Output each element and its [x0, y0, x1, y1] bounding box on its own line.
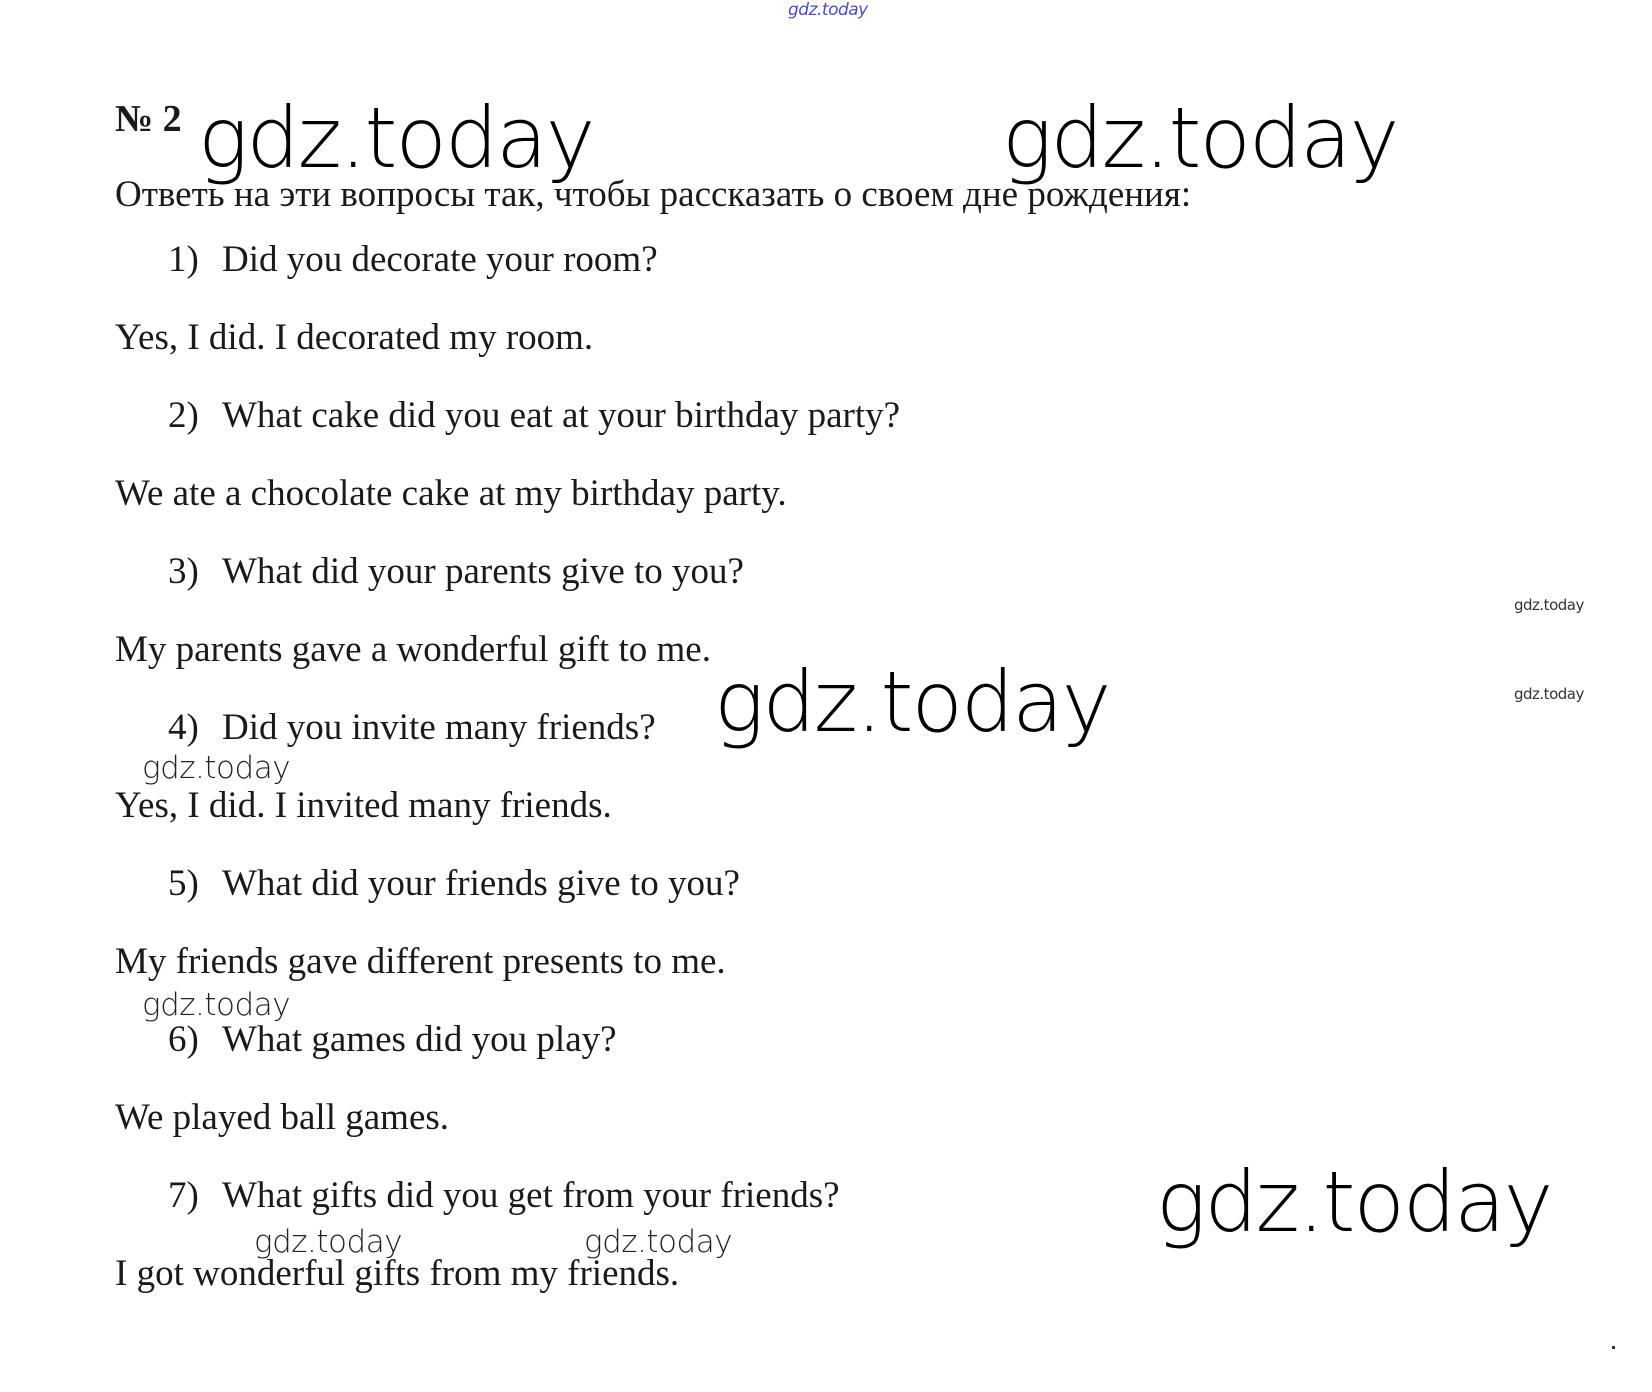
question-text: What did your friends give to you?	[222, 863, 740, 904]
question-2	[168, 394, 900, 438]
watermark-medium-1: gdz.today	[142, 750, 291, 786]
answer-7: I got wonderful gifts from my friends.	[115, 1253, 680, 1294]
answer-1: Yes, I did. I decorated my room.	[115, 317, 594, 358]
watermark-large-4: gdz.today	[1156, 1153, 1552, 1251]
question-text: What cake did you eat at your birthday party?	[222, 395, 901, 436]
question-3	[168, 550, 744, 594]
watermark-large-3: gdz.today	[714, 653, 1110, 751]
exercise-instruction: Ответь на эти вопросы так, чтобы рассказать о своем дне рождения:	[115, 174, 1192, 215]
watermark-medium-4: gdz.today	[584, 1224, 733, 1260]
question-text: What gifts did you get from your friends?	[222, 1175, 840, 1216]
watermark-large-1: gdz.today	[198, 89, 594, 187]
question-text: What did your parents give to you?	[222, 551, 744, 592]
question-number: 4)	[168, 707, 199, 748]
question-number: 7)	[168, 1175, 199, 1216]
answer-2: We ate a chocolate cake at my birthday party.	[115, 473, 787, 514]
question-number: 2)	[168, 395, 199, 436]
watermark-small-2: gdz.today	[1514, 685, 1584, 703]
question-text: Did you decorate your room?	[222, 239, 658, 280]
question-4	[168, 706, 656, 750]
question-number: 1)	[168, 239, 199, 280]
stray-dot	[1612, 1346, 1615, 1349]
watermark-medium-3: gdz.today	[254, 1224, 403, 1260]
watermark-medium-2: gdz.today	[142, 987, 291, 1023]
question-5	[168, 862, 740, 906]
answer-5: My friends gave different presents to me.	[115, 941, 726, 982]
question-text: Did you invite many friends?	[222, 707, 656, 748]
question-number: 5)	[168, 863, 199, 904]
question-number: 6)	[168, 1019, 199, 1060]
question-6	[168, 1018, 617, 1062]
exercise-number: № 2	[115, 98, 182, 140]
question-7	[168, 1174, 840, 1218]
watermark-small-1: gdz.today	[1514, 596, 1584, 614]
watermark-top: gdz.today	[788, 0, 868, 20]
answer-4: Yes, I did. I invited many friends.	[115, 785, 612, 826]
answer-6: We played ball games.	[115, 1097, 450, 1138]
answer-3: My parents gave a wonderful gift to me.	[115, 629, 711, 670]
watermark-large-2: gdz.today	[1002, 89, 1398, 187]
question-number: 3)	[168, 551, 199, 592]
question-text: What games did you play?	[222, 1019, 617, 1060]
question-1	[168, 238, 658, 282]
